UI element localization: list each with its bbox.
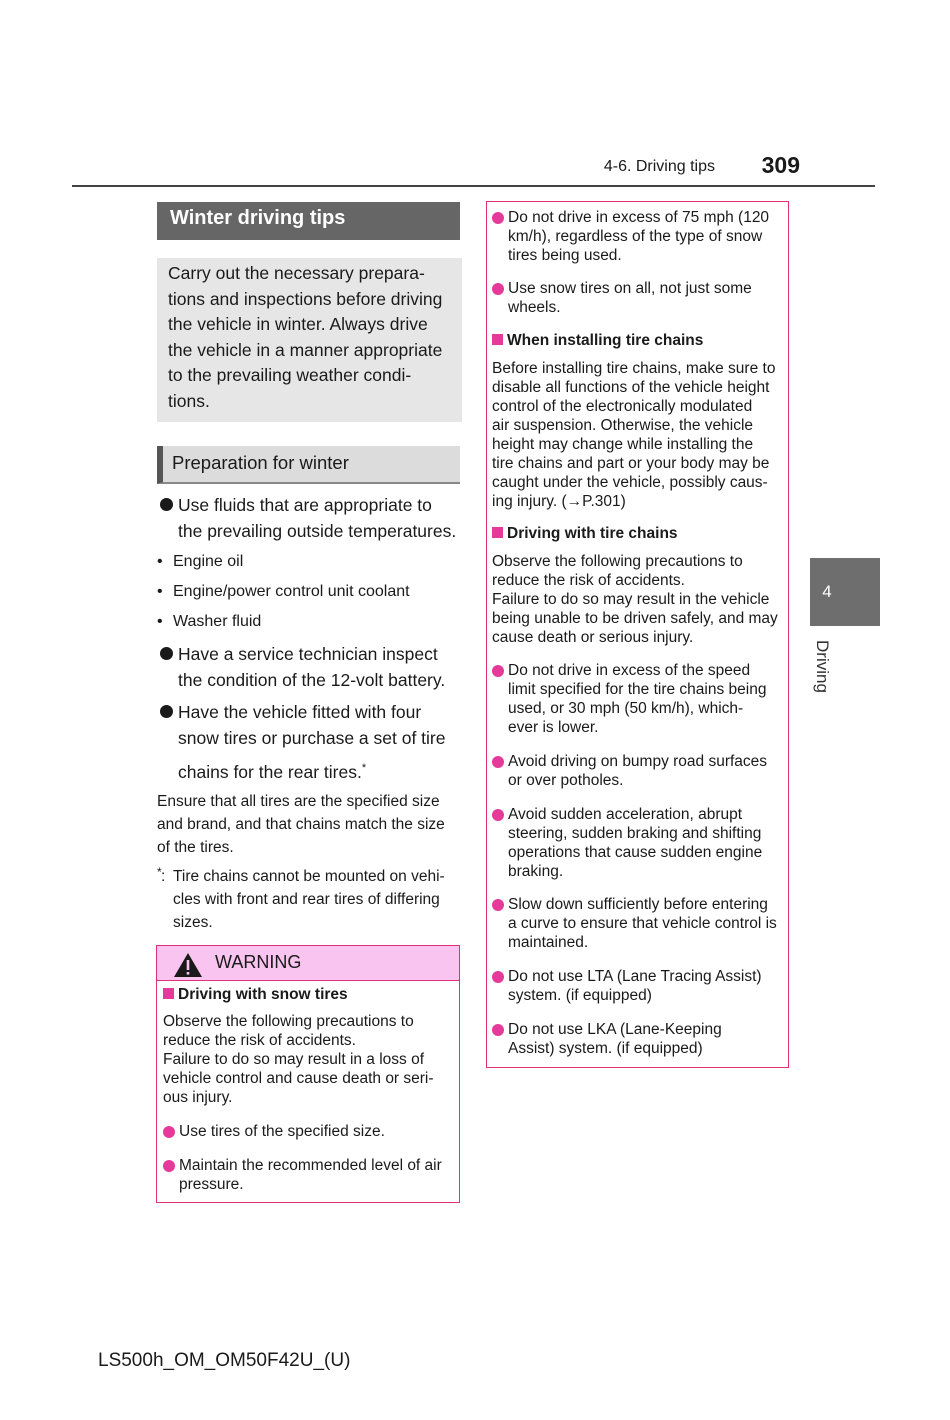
- paragraph-line: control of the electronically modulated: [492, 398, 753, 415]
- bullet-line: snow tires or purchase a set of tire: [178, 728, 446, 748]
- bullet-line: Use tires of the specified size.: [179, 1123, 385, 1140]
- paragraph-line: Before installing tire chains, make sure to: [492, 360, 776, 377]
- paragraph-line: reduce the risk of accidents.: [492, 572, 685, 589]
- bullet-line: the prevailing outside temperatures.: [178, 521, 457, 541]
- bullet-line: ever is lower.: [508, 719, 599, 736]
- footnote: [157, 865, 457, 934]
- warning-box: [156, 945, 460, 1203]
- pink-bullet-icon: [163, 1126, 175, 1138]
- intro-line: the vehicle in a manner appropriate: [168, 339, 443, 360]
- bullet-line: braking.: [508, 863, 564, 880]
- section-heading: Preparation for winter: [172, 452, 349, 473]
- pink-bullet-icon: [492, 971, 504, 983]
- warning-bullet: [163, 1122, 455, 1141]
- paragraph-line: air suspension. Otherwise, the vehicle: [492, 417, 754, 434]
- bullet-line: Have the vehicle fitted with four: [178, 702, 422, 722]
- sub-list-text: Engine/power control unit coolant: [173, 583, 410, 600]
- sub-list-text: Engine oil: [173, 553, 244, 570]
- warning-subheading: [163, 986, 348, 1004]
- document-code-footer: LS500h_OM_OM50F42U_(U): [98, 1350, 351, 1371]
- bullet-line: steering, sudden braking and shifting: [508, 825, 762, 842]
- warning-paragraph: [163, 1012, 455, 1107]
- bullet-item: [157, 641, 462, 693]
- warning-header: [157, 946, 459, 981]
- pink-bullet-icon: [492, 283, 504, 295]
- intro-line: to the prevailing weather condi-: [168, 365, 412, 385]
- warning-bullet: [163, 1156, 455, 1194]
- sub-list-item: [157, 613, 261, 631]
- intro-line: Carry out the necessary prepara-: [168, 263, 425, 283]
- bullet-line: Slow down sufficiently before entering: [508, 896, 768, 913]
- header-rule: [72, 185, 875, 187]
- paragraph-line: ing injury. (→P.301): [492, 493, 626, 510]
- section-heading-bar: [157, 446, 460, 484]
- pink-square-icon: [163, 988, 174, 999]
- warning-bullet: [492, 279, 784, 317]
- pink-bullet-icon: [492, 899, 504, 911]
- chapter-tab-number: 4: [822, 582, 832, 601]
- pink-bullet-icon: [492, 809, 504, 821]
- paragraph-line: Failure to do so may result in the vehicle: [492, 591, 770, 608]
- bullet-dot-icon: [160, 647, 173, 660]
- bullet-line: Do not use LTA (Lane Tracing Assist): [508, 968, 762, 985]
- pink-bullet-icon: [492, 212, 504, 224]
- paragraph-line: disable all functions of the vehicle height: [492, 379, 770, 396]
- bullet-line: Have a service technician inspect: [178, 644, 438, 664]
- warning-bullet: [492, 661, 784, 737]
- sub-list-item: [157, 553, 243, 571]
- warning-subheading: [492, 525, 678, 543]
- bullet-line: limit specified for the tire chains being: [508, 681, 767, 698]
- chapter-tab-label: Driving: [813, 640, 832, 693]
- paragraph-line: cause death or serious injury.: [492, 629, 694, 646]
- bullet-line: operations that cause sudden engine: [508, 844, 763, 861]
- warning-bullet: [492, 805, 784, 881]
- bullet-line: tires being used.: [508, 247, 622, 264]
- warning-bullet: [492, 895, 784, 952]
- sub-list-item: [157, 583, 410, 601]
- warning-subheading: [492, 332, 703, 350]
- paragraph-line: of the tires.: [157, 839, 234, 856]
- intro-line: tions and inspections before driving: [168, 288, 443, 309]
- bullet-line: Use fluids that are appropriate to: [178, 495, 432, 515]
- page-title-bar: [157, 202, 460, 240]
- bullet-line: [178, 755, 462, 785]
- warning-title: WARNING: [215, 952, 302, 972]
- intro-line: the vehicle in winter. Always drive: [168, 314, 428, 334]
- paragraph-line: reduce the risk of accidents.: [163, 1032, 356, 1049]
- intro-line: tions.: [168, 390, 210, 411]
- bullet-line: Use snow tires on all, not just some: [508, 280, 752, 297]
- footnote-line: Tire chains cannot be mounted on vehi-: [173, 868, 445, 885]
- bullet-line: Do not use LKA (Lane-Keeping: [508, 1021, 722, 1038]
- paragraph-line: Observe the following precautions to: [163, 1013, 414, 1030]
- bullet-line: a curve to ensure that vehicle control is: [508, 915, 777, 932]
- bullet-line: maintained.: [508, 934, 589, 951]
- paragraph-line: Ensure that all tires are the specified size: [157, 793, 440, 810]
- bullet-line: used, or 30 mph (50 km/h), which-: [508, 700, 744, 717]
- pink-bullet-icon: [163, 1160, 175, 1172]
- bullet-line: wheels.: [508, 299, 561, 316]
- bullet-line: Do not drive in excess of the speed: [508, 662, 751, 679]
- bullet-dot-icon: [160, 705, 173, 718]
- pink-square-icon: [492, 527, 503, 538]
- paragraph-line: being unable to be driven safely, and may: [492, 610, 778, 627]
- paragraph-line: caught under the vehicle, possibly caus-: [492, 474, 768, 491]
- intro-box: [157, 258, 462, 422]
- footnote-line: sizes.: [173, 914, 213, 931]
- page-number: 309: [761, 152, 800, 178]
- bullet-line: Assist) system. (if equipped): [508, 1040, 703, 1057]
- warning-subheading-text: Driving with tire chains: [507, 525, 678, 542]
- warning-bullet: [492, 1020, 784, 1058]
- warning-subheading-text: Driving with snow tires: [178, 986, 348, 1003]
- chapter-tab-label-wrap: [812, 640, 832, 730]
- footnote-line: cles with front and rear tires of differing: [173, 891, 440, 908]
- paragraph-line: Failure to do so may result in a loss of: [163, 1051, 425, 1068]
- page-title: Winter driving tips: [170, 207, 346, 229]
- paragraph-line: vehicle control and cause death or seri-: [163, 1070, 434, 1087]
- bullet-line: pressure.: [179, 1176, 244, 1193]
- paragraph-line: height may change while installing the: [492, 436, 754, 453]
- warning-triangle-icon: [173, 952, 203, 978]
- footnote-star: *: [157, 865, 162, 879]
- warning-bullet: [492, 967, 784, 1005]
- bullet-line: km/h), regardless of the type of snow: [508, 228, 763, 245]
- bullet-line: Avoid sudden acceleration, abrupt: [508, 806, 743, 823]
- warning-paragraph: [492, 359, 787, 511]
- ensure-paragraph: [157, 790, 457, 859]
- running-header-section: 4-6. Driving tips: [603, 158, 715, 175]
- warning-bullet: [492, 208, 784, 265]
- bullet-line: Do not drive in excess of 75 mph (120: [508, 209, 770, 226]
- warning-paragraph: [492, 552, 787, 647]
- sub-list-text: Washer fluid: [173, 613, 262, 630]
- sub-bullet-marker: •: [157, 553, 163, 570]
- footnote-ref: *: [361, 762, 367, 774]
- bullet-line-text: chains for the rear tires.: [178, 761, 362, 782]
- paragraph-line: Observe the following precautions to: [492, 553, 743, 570]
- bullet-line: Avoid driving on bumpy road surfaces: [508, 753, 768, 770]
- pink-bullet-icon: [492, 665, 504, 677]
- footnote-colon: :: [161, 868, 166, 885]
- bullet-item: [157, 492, 462, 544]
- pink-square-icon: [492, 334, 503, 345]
- paragraph-line: ous injury.: [163, 1089, 233, 1106]
- warning-bullet: [492, 752, 784, 790]
- paragraph-line: and brand, and that chains match the size: [157, 816, 445, 833]
- bullet-item: [157, 699, 462, 785]
- bullet-dot-icon: [160, 498, 173, 511]
- paragraph-line: tire chains and part or your body may be: [492, 455, 770, 472]
- bullet-line: or over potholes.: [508, 772, 624, 789]
- bullet-line: the condition of the 12-volt battery.: [178, 670, 446, 690]
- chapter-tab: [810, 558, 880, 626]
- warning-box-continued: [486, 201, 789, 1068]
- warning-subheading-text: When installing tire chains: [507, 332, 704, 349]
- sub-bullet-marker: •: [157, 613, 163, 630]
- pink-bullet-icon: [492, 1024, 504, 1036]
- bullet-line: system. (if equipped): [508, 987, 652, 1004]
- bullet-line: Maintain the recommended level of air: [179, 1157, 442, 1174]
- pink-bullet-icon: [492, 756, 504, 768]
- sub-bullet-marker: •: [157, 583, 163, 600]
